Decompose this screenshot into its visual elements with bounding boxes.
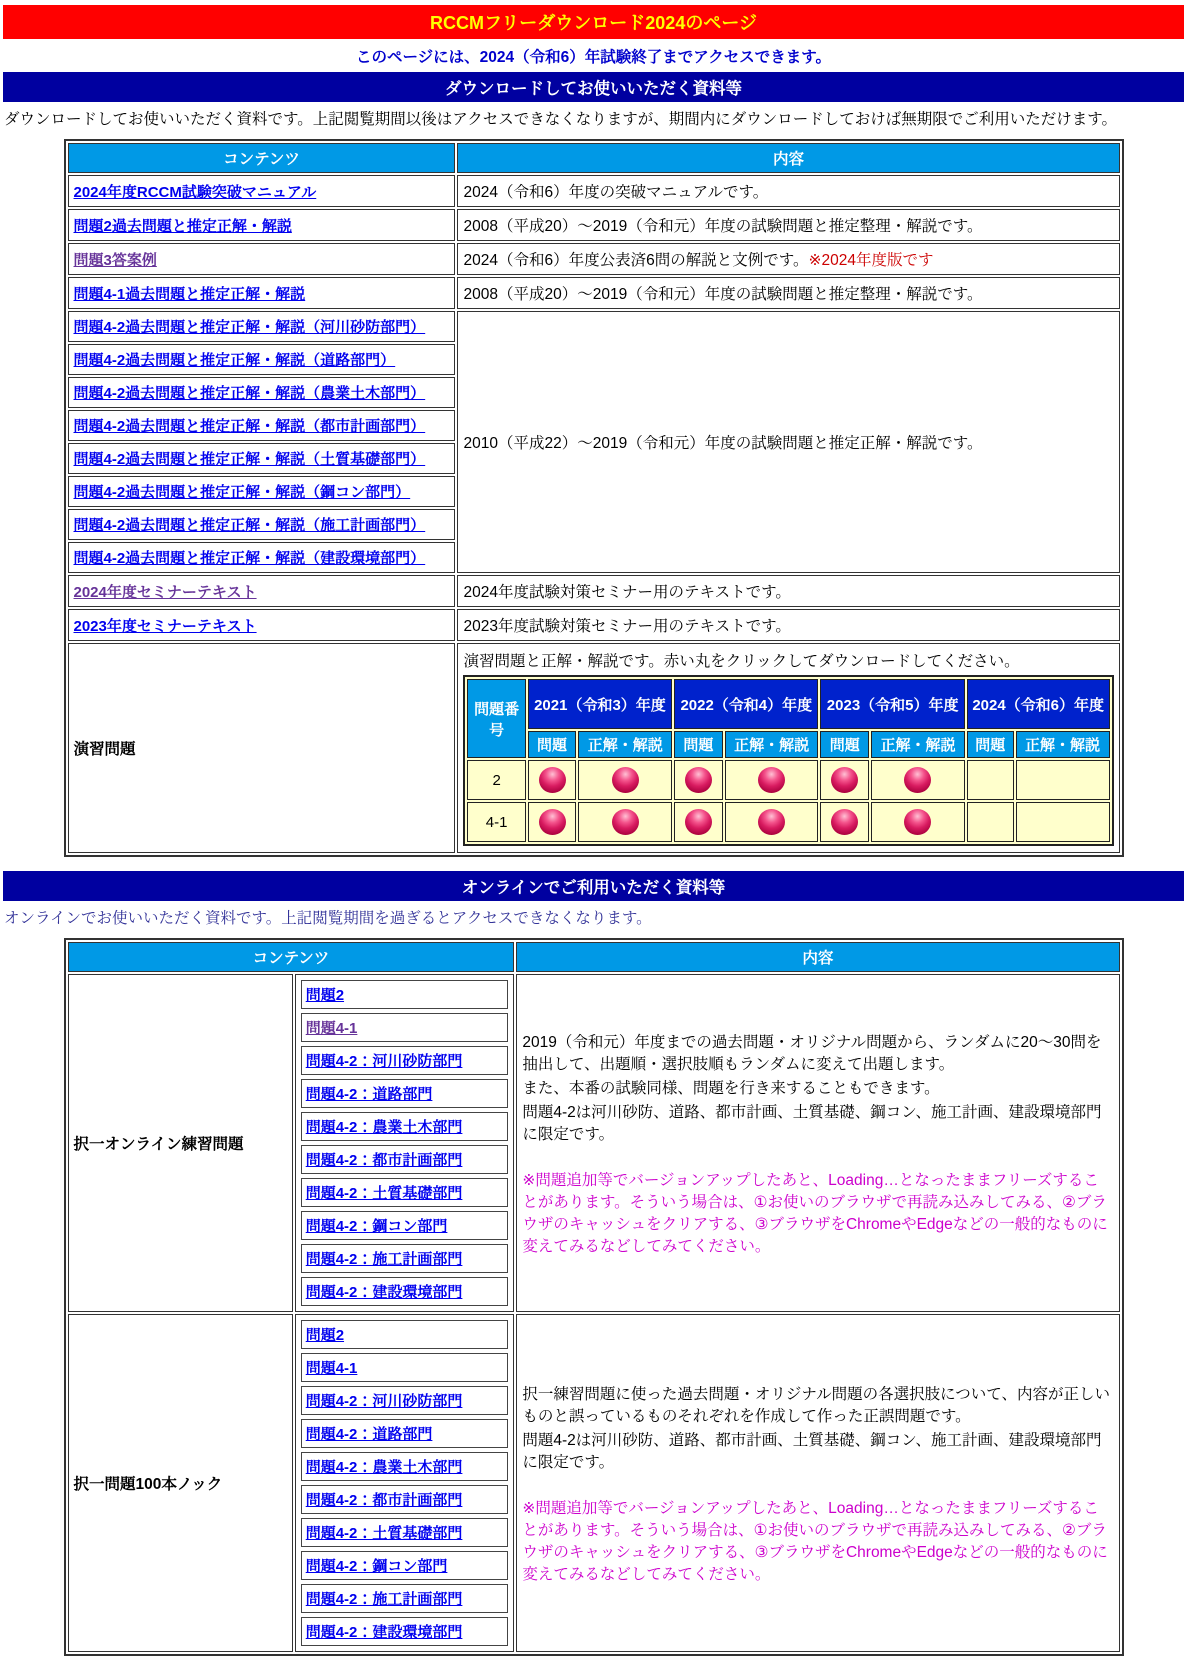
knock-link-mondai2[interactable]: 問題2 xyxy=(305,1327,345,1344)
subheader-answer: 正解・解説 xyxy=(871,731,965,758)
exercise-row xyxy=(68,643,1120,853)
knock-link-douro[interactable]: 問題4-2：道路部門 xyxy=(305,1426,433,1443)
knock-link-koucon[interactable]: 問題4-2：鋼コン部門 xyxy=(305,1558,448,1575)
online-practice-desc-cell xyxy=(516,974,1119,1312)
knock-link-kensetsu[interactable]: 問題4-2：建設環境部門 xyxy=(305,1624,463,1641)
online-link-kasen[interactable]: 問題4-2：河川砂防部門 xyxy=(305,1053,463,1070)
online-knock-label: 択一問題100本ノック xyxy=(68,1314,293,1652)
table-row xyxy=(68,311,1120,342)
exercise-data-row xyxy=(467,802,1109,842)
online-link-mondai4-1[interactable]: 問題4-1 xyxy=(305,1020,358,1037)
online-row-practice xyxy=(68,974,1120,1312)
desc-red-note: ※2024年度版です xyxy=(808,252,934,269)
link-seminar-2023[interactable]: 2023年度セミナーテキスト xyxy=(73,617,257,635)
knock-link-sekou[interactable]: 問題4-2：施工計画部門 xyxy=(305,1591,463,1608)
download-col-contents: コンテンツ xyxy=(68,143,456,173)
download-ball-icon[interactable] xyxy=(758,767,785,793)
link-mondai4-2-toshi[interactable]: 問題4-2過去問題と推定正解・解説（都市計画部門） xyxy=(73,418,426,435)
desc-text: 2024（令和6）年度公表済6問の解説と文例です。 xyxy=(463,252,809,269)
download-ball-icon[interactable] xyxy=(539,809,566,835)
freeze-warning-note: ※問題追加等でバージョンアップしたあと、Loading…となったままフリーズすることがあります。そういう場合は、①お使いのブラウザで再読み込みしてみる、②ブラウザのキャッシュをクリアする、③ブラウザをChromeやEdgeなどの一般的なものに変えてみるなどしてみてください。 xyxy=(522,1500,1108,1583)
download-ball-icon[interactable] xyxy=(831,767,858,793)
link-seminar-2024[interactable]: 2024年度セミナーテキスト xyxy=(73,583,257,601)
link-mondai4-2-kasen[interactable]: 問題4-2過去問題と推定正解・解説（河川砂防部門） xyxy=(73,319,426,336)
link-mondai4-2-sekou[interactable]: 問題4-2過去問題と推定正解・解説（施工計画部門） xyxy=(73,517,426,534)
exercise-content-cell xyxy=(457,643,1119,853)
download-ball-icon[interactable] xyxy=(831,809,858,835)
link-mondai4-2-doshitsu[interactable]: 問題4-2過去問題と推定正解・解説（土質基礎部門） xyxy=(73,451,426,468)
exercise-desc: 演習問題と正解・解説です。赤い丸をクリックしてダウンロードしてください。 xyxy=(463,653,1020,670)
online-table xyxy=(64,938,1124,1656)
online-link-sekou[interactable]: 問題4-2：施工計画部門 xyxy=(305,1251,463,1268)
download-ball-icon[interactable] xyxy=(904,767,931,793)
online-practice-label: 択一オンライン練習問題 xyxy=(68,974,293,1312)
exercise-download-table xyxy=(463,675,1113,846)
download-ball-icon[interactable] xyxy=(904,809,931,835)
question-number: 2 xyxy=(467,760,525,800)
desc-mondai3-answers xyxy=(457,243,1119,275)
download-ball-icon[interactable] xyxy=(612,809,639,835)
online-section-banner: オンラインでご利用いただく資料等 xyxy=(3,871,1184,901)
desc-line: 2019（令和元）年度までの過去問題・オリジナル問題から、ランダムに20～30問を抽出して、出題順・選択肢順もランダムに変えて出題します。 xyxy=(522,1034,1102,1073)
exercise-data-row xyxy=(467,760,1109,800)
link-mondai3-answers[interactable]: 問題3答案例 xyxy=(73,251,157,269)
download-ball-icon[interactable] xyxy=(685,809,712,835)
download-table xyxy=(64,139,1124,857)
link-mondai4-2-kensetsu[interactable]: 問題4-2過去問題と推定正解・解説（建設環境部門） xyxy=(73,550,426,567)
download-ball-icon[interactable] xyxy=(539,767,566,793)
freeze-warning-note: ※問題追加等でバージョンアップしたあと、Loading…となったままフリーズすることがあります。そういう場合は、①お使いのブラウザで再読み込みしてみる、②ブラウザのキャッシュをクリアする、③ブラウザをChromeやEdgeなどの一般的なものに変えてみるなどしてみてください。 xyxy=(522,1172,1108,1255)
online-col-description: 内容 xyxy=(516,942,1119,972)
empty-cell xyxy=(967,802,1014,842)
subheader-answer: 正解・解説 xyxy=(725,731,819,758)
download-ball-icon[interactable] xyxy=(612,767,639,793)
desc-mondai4-2-group: 2010（平成22）～2019（令和元）年度の試験問題と推定正解・解説です。 xyxy=(457,311,1119,573)
desc-2024-manual: 2024（令和6）年度の突破マニュアルです。 xyxy=(457,175,1119,207)
table-row xyxy=(68,175,1120,207)
online-practice-links xyxy=(295,974,515,1312)
subheader-question: 問題 xyxy=(820,731,869,758)
subheader-answer: 正解・解説 xyxy=(578,731,672,758)
subheader-question: 問題 xyxy=(528,731,577,758)
desc-line: また、本番の試験同様、問題を行き来することもできます。 xyxy=(522,1080,940,1097)
download-section-banner: ダウンロードしてお使いいただく資料等 xyxy=(3,72,1184,102)
online-link-toshi[interactable]: 問題4-2：都市計画部門 xyxy=(305,1152,463,1169)
table-row xyxy=(68,609,1120,641)
online-link-doshitsu[interactable]: 問題4-2：土質基礎部門 xyxy=(305,1185,463,1202)
online-link-kensetsu[interactable]: 問題4-2：建設環境部門 xyxy=(305,1284,463,1301)
year-header-2023: 2023（令和5）年度 xyxy=(820,679,964,729)
online-section-intro: オンラインでお使いいただく資料です。上記閲覧期間を過ぎるとアクセスできなくなります。 xyxy=(4,910,652,927)
subheader-question: 問題 xyxy=(674,731,723,758)
empty-cell xyxy=(1016,760,1110,800)
online-knock-desc-cell xyxy=(516,1314,1119,1652)
desc-seminar-2023: 2023年度試験対策セミナー用のテキストです。 xyxy=(457,609,1119,641)
download-ball-icon[interactable] xyxy=(685,767,712,793)
year-header-2022: 2022（令和4）年度 xyxy=(674,679,818,729)
subheader-answer: 正解・解説 xyxy=(1016,731,1110,758)
desc-seminar-2024: 2024年度試験対策セミナー用のテキストです。 xyxy=(457,575,1119,607)
online-col-contents: コンテンツ xyxy=(68,942,515,972)
online-link-mondai2[interactable]: 問題2 xyxy=(305,987,345,1004)
link-mondai4-1-past[interactable]: 問題4-1過去問題と推定正解・解説 xyxy=(73,285,306,303)
knock-link-nougyou[interactable]: 問題4-2：農業土木部門 xyxy=(305,1459,463,1476)
table-row xyxy=(68,243,1120,275)
link-mondai2-past[interactable]: 問題2過去問題と推定正解・解説 xyxy=(73,217,292,235)
online-row-knock xyxy=(68,1314,1120,1652)
online-knock-links xyxy=(295,1314,515,1652)
knock-link-mondai4-1[interactable]: 問題4-1 xyxy=(305,1360,358,1377)
exercise-col-number: 問題番号 xyxy=(467,679,525,758)
table-row xyxy=(68,209,1120,241)
download-ball-icon[interactable] xyxy=(758,809,785,835)
empty-cell xyxy=(1016,802,1110,842)
subheader-question: 問題 xyxy=(967,731,1014,758)
page-title-banner: RCCMフリーダウンロード2024のページ xyxy=(3,5,1184,39)
access-period-subtitle: このページには、2024（令和6）年試験終了までアクセスできます。 xyxy=(355,49,832,66)
desc-line: 問題4-2は河川砂防、道路、都市計画、土質基礎、鋼コン、施工計画、建設環境部門に限定です。 xyxy=(522,1104,1102,1143)
knock-link-toshi[interactable]: 問題4-2：都市計画部門 xyxy=(305,1492,463,1509)
year-header-2024: 2024（令和6）年度 xyxy=(967,679,1110,729)
online-link-koucon[interactable]: 問題4-2：鋼コン部門 xyxy=(305,1218,448,1235)
question-number: 4-1 xyxy=(467,802,525,842)
download-section-intro: ダウンロードしてお使いいただく資料です。上記閲覧期間以後はアクセスできなくなりますが、期間内にダウンロードしておけば無期限でご利用いただけます。 xyxy=(4,111,1118,128)
link-mondai4-2-koucon[interactable]: 問題4-2過去問題と推定正解・解説（鋼コン部門） xyxy=(73,484,411,501)
online-link-nougyou[interactable]: 問題4-2：農業土木部門 xyxy=(305,1119,463,1136)
knock-link-kasen[interactable]: 問題4-2：河川砂防部門 xyxy=(305,1393,463,1410)
download-col-description: 内容 xyxy=(457,143,1119,173)
online-table-header-row xyxy=(68,942,1120,972)
knock-link-doshitsu[interactable]: 問題4-2：土質基礎部門 xyxy=(305,1525,463,1542)
desc-mondai4-1-past: 2008（平成20）～2019（令和元）年度の試験問題と推定整理・解説です。 xyxy=(457,277,1119,309)
link-mondai4-2-nougyou[interactable]: 問題4-2過去問題と推定正解・解説（農業土木部門） xyxy=(73,385,426,402)
table-row xyxy=(68,575,1120,607)
desc-mondai2-past: 2008（平成20）～2019（令和元）年度の試験問題と推定整理・解説です。 xyxy=(457,209,1119,241)
download-table-header-row xyxy=(68,143,1120,173)
desc-line: 問題4-2は河川砂防、道路、都市計画、土質基礎、鋼コン、施工計画、建設環境部門に限定です。 xyxy=(522,1432,1102,1471)
empty-cell xyxy=(967,760,1014,800)
online-link-douro[interactable]: 問題4-2：道路部門 xyxy=(305,1086,433,1103)
link-mondai4-2-douro[interactable]: 問題4-2過去問題と推定正解・解説（道路部門） xyxy=(73,352,396,369)
year-header-2021: 2021（令和3）年度 xyxy=(528,679,672,729)
exercise-label: 演習問題 xyxy=(68,643,456,853)
table-row xyxy=(68,277,1120,309)
link-2024-manual[interactable]: 2024年度RCCM試験突破マニュアル xyxy=(73,183,317,201)
desc-line: 択一練習問題に使った過去問題・オリジナル問題の各選択肢について、内容が正しいものと誤っているものそれぞれを作成して作った正誤問題です。 xyxy=(522,1386,1110,1425)
